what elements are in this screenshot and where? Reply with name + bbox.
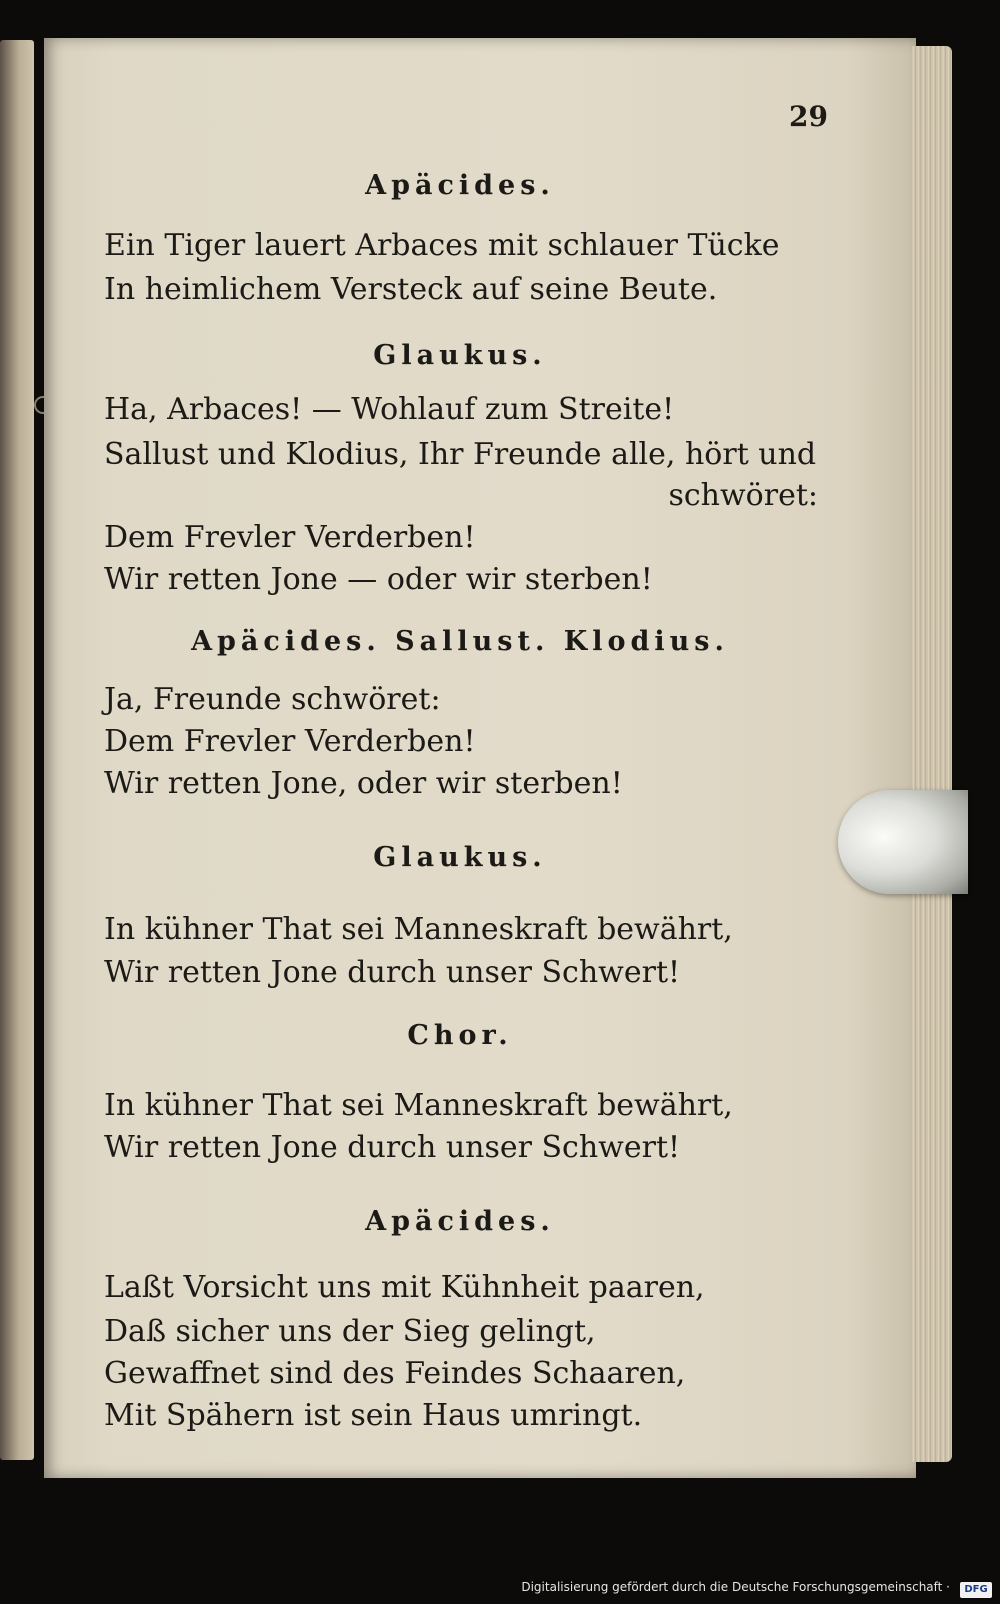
verse-line: Wir retten Jone durch unser Schwert! bbox=[104, 1130, 681, 1165]
page-clip bbox=[838, 790, 968, 894]
verse-line: Dem Frevler Verderben! bbox=[104, 724, 476, 759]
verse-line: In kühner That sei Manneskraft bewährt, bbox=[104, 1088, 733, 1123]
dfg-logo: DFG bbox=[960, 1582, 992, 1598]
speaker-heading: Apäcides. bbox=[365, 170, 555, 201]
verse-line: Laßt Vorsicht uns mit Kühnheit paaren, bbox=[104, 1270, 705, 1305]
verse-line: Sallust und Klodius, Ihr Freunde alle, hört und bbox=[104, 437, 817, 472]
page-number: 29 bbox=[789, 100, 828, 133]
verse-line-continuation: schwöret: bbox=[668, 478, 818, 513]
page-stack-edge bbox=[912, 46, 952, 1462]
verse-line: Wir retten Jone durch unser Schwert! bbox=[104, 955, 681, 990]
verse-line: Gewaffnet sind des Feindes Schaaren, bbox=[104, 1356, 686, 1391]
verse-line: Wir retten Jone — oder wir sterben! bbox=[104, 562, 653, 597]
verse-line: Mit Spähern ist sein Haus umringt. bbox=[104, 1398, 643, 1433]
verse-line: Ein Tiger lauert Arbaces mit schlauer Tücke bbox=[104, 228, 780, 263]
speaker-heading: Glaukus. bbox=[373, 340, 547, 371]
verse-line: Dem Frevler Verderben! bbox=[104, 520, 476, 555]
speaker-heading: Apäcides. bbox=[365, 1206, 555, 1237]
speaker-heading: Apäcides. Sallust. Klodius. bbox=[191, 626, 729, 657]
speaker-heading: Glaukus. bbox=[373, 842, 547, 873]
verse-line: Daß sicher uns der Sieg gelingt, bbox=[104, 1314, 596, 1349]
previous-page-edge bbox=[0, 40, 34, 1460]
verse-line: In heimlichem Versteck auf seine Beute. bbox=[104, 272, 718, 307]
verse-line: In kühner That sei Manneskraft bewährt, bbox=[104, 912, 733, 947]
digitization-credit: Digitalisierung gefördert durch die Deutsche Forschungsgemeinschaft · bbox=[521, 1580, 950, 1594]
verse-line: Wir retten Jone, oder wir sterben! bbox=[104, 766, 623, 801]
verse-line: Ja, Freunde schwöret: bbox=[104, 682, 441, 717]
speaker-heading: Chor. bbox=[407, 1020, 513, 1051]
verse-line: Ha, Arbaces! — Wohlauf zum Streite! bbox=[104, 392, 675, 427]
